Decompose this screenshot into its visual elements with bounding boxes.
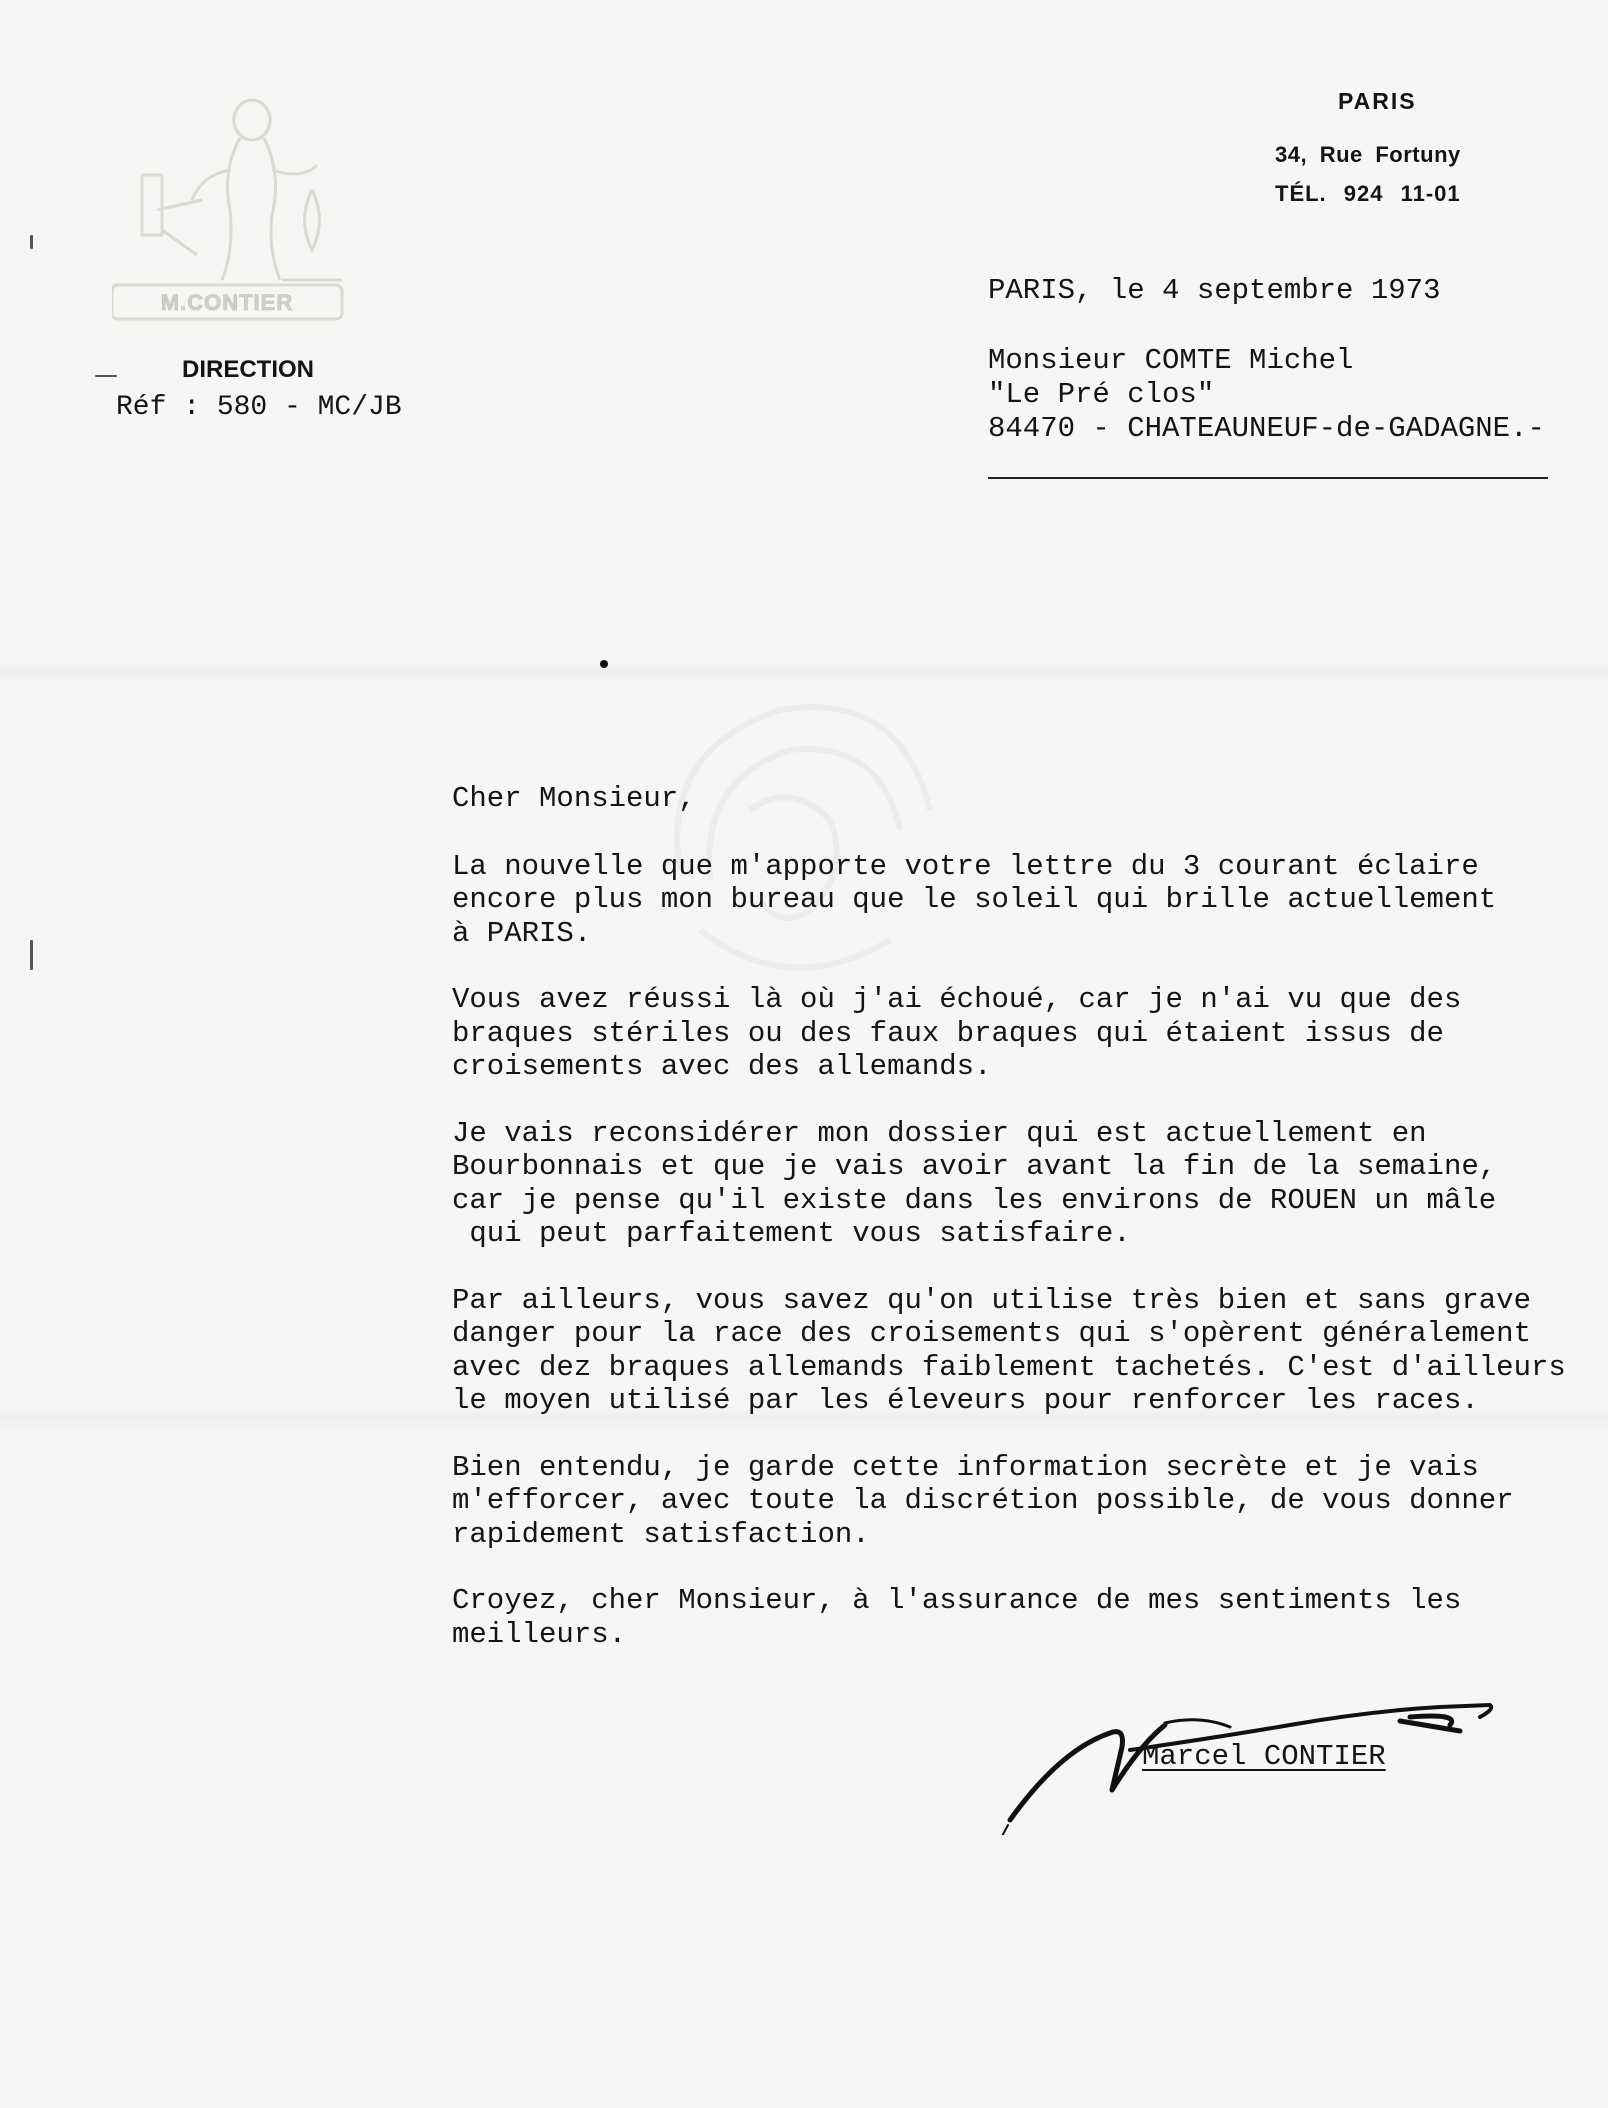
paragraph — [452, 983, 1566, 1084]
body-line: Par ailleurs, vous savez qu'on utilise très bien et sans grave — [452, 1283, 1531, 1317]
date-line: PARIS, le 4 septembre 1973 — [988, 274, 1441, 307]
paper-speck — [30, 235, 33, 249]
body-line: Je vais reconsidérer mon dossier qui est actuellement en — [452, 1116, 1427, 1150]
body-line: le moyen utilisé par les éleveurs pour renforcer les races. — [452, 1384, 1479, 1417]
paper-speck — [30, 940, 33, 970]
paragraph — [452, 850, 1566, 951]
body-line: m'efforcer, avec toute la discrétion possible, de vous donner — [452, 1484, 1514, 1517]
letterhead-city: PARIS — [1338, 88, 1417, 114]
body-line: meilleurs. — [452, 1617, 627, 1651]
paper-mark — [600, 660, 608, 668]
body-line: à PARIS. — [452, 916, 592, 950]
address-rule — [988, 477, 1548, 479]
embossed-logo — [112, 80, 362, 325]
recipient-line: 84470 - CHATEAUNEUF-de-GADAGNE.- — [988, 412, 1545, 445]
letterhead-address: 34, Rue Fortuny — [1275, 142, 1461, 167]
letterhead-phone: TÉL. 924 11-01 — [1275, 181, 1461, 206]
logo-text: M.CONTIER — [160, 290, 294, 315]
paragraph — [452, 1284, 1566, 1418]
body-line: rapidement satisfaction. — [452, 1517, 870, 1551]
body-line: qui peut parfaitement vous satisfaire. — [452, 1217, 1131, 1250]
body-line: encore plus mon bureau que le soleil qui brille actuellement — [452, 883, 1497, 916]
body-line: Bien entendu, je garde cette information secrète et je vais — [452, 1450, 1479, 1484]
paper-speck — [95, 375, 117, 377]
salutation: Cher Monsieur, — [452, 782, 696, 815]
body-line: avec dez braques allemands faiblement tachetés. C'est d'ailleurs — [452, 1350, 1566, 1384]
body-line: danger pour la race des croisements qui s'opèrent généralement — [452, 1317, 1531, 1350]
recipient-line: "Le Pré clos" — [988, 378, 1215, 411]
letter-body — [452, 782, 1566, 1684]
body-line: car je pense qu'il existe dans les environs de ROUEN un mâle — [452, 1183, 1497, 1217]
recipient-address — [988, 344, 1545, 446]
recipient-line: Monsieur COMTE Michel — [988, 344, 1354, 377]
body-line: Bourbonnais et que je vais avoir avant la fin de la semaine, — [452, 1150, 1497, 1183]
department-label: DIRECTION — [182, 356, 314, 383]
body-line: Vous avez réussi là où j'ai échoué, car je n'ai vu que des — [452, 983, 1462, 1016]
body-line: croisements avec des allemands. — [452, 1050, 992, 1083]
body-line: Croyez, cher Monsieur, à l'assurance de mes sentiments les — [452, 1584, 1462, 1617]
reference-line: Réf : 580 - MC/JB — [116, 392, 402, 423]
paragraph — [452, 1451, 1566, 1552]
paragraph — [452, 1584, 1566, 1651]
body-line: La nouvelle que m'apporte votre lettre du 3 courant éclaire — [452, 849, 1479, 883]
body-line: braques stériles ou des faux braques qui étaient issus de — [452, 1016, 1444, 1050]
signature-name: Marcel CONTIER — [1142, 1740, 1386, 1773]
paragraph — [452, 1117, 1566, 1251]
